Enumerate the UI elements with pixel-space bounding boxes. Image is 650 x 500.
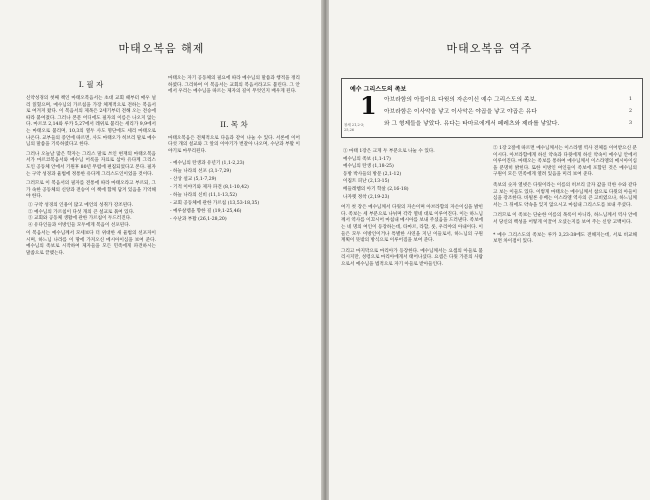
list-item: ③ 교회와 공동체 생활에 관한 가르침이 두드러진다. — [28, 216, 132, 222]
verse-line: 와 그 형제들을 낳았다. 유다는 타마르에게서 페레츠와 제라를 낳았다. — [384, 121, 560, 127]
left-page — [0, 0, 323, 500]
list-item: 동방 박사들의 방문 (2,1-12) — [343, 171, 402, 177]
chapter-number: 1 — [360, 91, 377, 120]
paragraph: 그러므로 이 족보는 단순한 이름의 목록이 아니라, 하느님께서 역사 안에서 당신의 백성을 어떻게 이끌어 오셨는지를 보여 주는 신앙 고백이다. — [493, 213, 637, 225]
verse-number: 1 — [628, 96, 632, 102]
paragraph: 마태오복음은 전체적으로 다음과 같이 나눌 수 있다. 서론에 이어 다섯 개의 설교와 그 앞의 이야기가 번갈아 나오며, 수난과 부활 이야기로 마무리된다. — [168, 135, 300, 154]
page-title: 마태오복음 해제 — [118, 42, 205, 55]
toc-item: - 산상 설교 (5,1-7,29) — [170, 176, 217, 182]
verse-number: 3 — [628, 120, 632, 126]
left-column-1 — [26, 76, 156, 258]
paragraph: ② 1장 2절에 따르면 예수님께서는 이스라엘 역사 전체를 이어받으신 분이시다. 아브라함에게 하신 약속과 다윗에게 하신 약속이 예수님 안에서 이루어진다. 마태오는 족보를 통하여 예수님께서 이스라엘의 메시아이심을 분명히 밝힌다. 또한 이방인 여인들이 족보에 포함된 것은 예수님의 구원이 모든 민족에게 열려 있음을 미리 보여 준다. — [493, 146, 637, 178]
scripture-box — [341, 78, 643, 138]
paragraph: 여기 첫 장은 예수님께서 다윗의 자손이며 아브라함의 자손이심을 밝힌다. 족보는 세 부분으로 나뉘며 각각 열네 대로 이루어진다. 이는 하느님께서 역사를 이끄시어 마침내 메시아를 보내 주셨음을 드러낸다. 족보에는 네 명의 여인이 등장하는데, 타마르, 라합, 룻, 우리야의 아내이다. 이들은 모두 이방인이거나 특별한 사연을 지닌 이들로서, 하느님의 구원 계획이 뜻밖의 방식으로 이루어짐을 보여 준다. — [341, 205, 483, 244]
paragraph: 신약성경의 첫째 책인 마태오복음서는 초대 교회 때부터 매우 널리 읽혔으며, 예수님의 가르침을 가장 체계적으로 전하는 복음서로 여겨져 왔다. 이 복음서의 제목은 2세기부터 전해 오는 전승에 따라 붙여졌다. 그러나 본문 어디에도 필자의 이름은 나오지 않는다. 마르코 2,14와 루카 5,27에서 레위로 불리는 세리가 9,9에서는 마태오로 불리며, 10,3의 열두 사도 명단에도 세리 마태오로 나온다. 교부들의 증언에 따르면, 사도 마태오가 히브리 말로 예수님의 말씀을 기록하였다고 한다. — [26, 96, 156, 148]
list-item: ① 구약 성경의 인용이 많고 예언의 성취가 강조된다. — [28, 202, 134, 208]
verse-line: 아브라함의 아들이요 다윗의 자손이신 예수 그리스도의 족보. — [384, 97, 537, 103]
paragraph: 이 복음서는 예수님께서 모세보다 더 위대한 새 율법의 선포자이시며, 하느님 나라를 이 땅에 가져오신 메시아이심을 보여 준다. 예수님의 족보로 시작하여 제자들을 모든 민족에게 파견하시는 말씀으로 끝맺는다. — [26, 231, 156, 257]
footnote: * 예수 그리스도의 족보는 루카 3,23-38에도 전해지는데, 서로 비교해 보면 차이점이 있다. — [493, 232, 637, 245]
list-item: ① 마태 1장은 크게 두 부분으로 나눌 수 있다. — [343, 149, 435, 154]
left-column-2 — [168, 76, 300, 226]
section-heading-contents: II. 목 차 — [220, 119, 248, 129]
section-heading-author: I. 필 자 — [78, 80, 104, 89]
toc-item: - 예루살렘을 향한 길 (19,1-25,46) — [170, 208, 242, 214]
list-item: 예수님의 탄생 (1,18-25) — [343, 164, 394, 170]
paragraph: 그리고 마지막으로 마리아가 등장한다. 예수님께서는 요셉의 아들로 불리시지만, 성령으로 마리아에게서 태어나셨다. 요셉은 다윗 가문의 사람으로서 예수님을 법적으로 자기 아들로 받아들인다. — [341, 248, 483, 267]
verse-number: 2 — [628, 108, 632, 114]
cross-reference: 창세 21,2-3; 25,26 — [344, 123, 365, 132]
toc-item: - 하늘 나라의 선포 (3,1-7,29) — [170, 168, 232, 174]
toc-item: - 하늘 나라의 신비 (11,1-13,52) — [170, 192, 237, 198]
list-item: 베들레헴의 아기 학살 (2,16-18) — [343, 186, 409, 192]
pericope-title: 예수 그리스도의 족보 — [350, 86, 407, 93]
toc-item: - 수난과 부활 (26,1-28,20) — [170, 216, 227, 222]
toc-item: - 예수님의 탄생과 유년기 (1,1-2,23) — [170, 160, 245, 166]
list-item: 예수님의 족보 (1,1-17) — [343, 156, 391, 162]
list-item: ② 예수님의 가르침이 다섯 개의 큰 설교로 묶여 있다. — [28, 209, 135, 215]
right-column-1 — [341, 146, 483, 269]
paragraph: 마태오는 자기 공동체의 필요에 따라 예수님의 말씀과 행적을 정리하였다. 그리하여 이 복음서는 교회의 복음서라고도 불린다. 그 안에서 우리는 예수님을 따르는 제자의 길이 무엇인지 배우게 된다. — [168, 76, 300, 95]
paragraph: 족보의 숫자 열넷은 다윗이라는 이름의 히브리 글자 값을 더한 수와 같다고 보는 이들도 있다. 이렇게 마태오는 예수님께서 참으로 다윗의 아들이심을 강조한다. 바빌론 유배는 이스라엘 역사의 큰 고비였으나, 하느님께서는 그 뒤에도 약속을 잊지 않으시고 마침내 그리스도를 보내 주셨다. — [493, 182, 637, 208]
toc-item: - 교회 공동체에 관한 가르침 (13,53-18,35) — [170, 200, 260, 206]
right-column-2 — [493, 146, 637, 246]
paragraph: 그러나 오늘날 많은 학자는 그리스 말로 쓰인 현재의 마태오복음서가 마르코복음서와 예수님 어록을 자료로 삼아 유다계 그리스도인 공동체 안에서 기원후 80년 무렵에 편집되었다고 본다. 필자는 구약 성경과 율법에 정통한 유다계 그리스도인이었을 것이다. — [26, 151, 156, 177]
feature-list — [28, 203, 156, 229]
toc-item: - 기적 이야기와 제자 파견 (8,1-10,42) — [170, 184, 249, 190]
list-item: 이집트 피난 (2,13-15) — [343, 179, 390, 185]
verse-line: 아브라함은 이사악을 낳고 이사악은 야곱을 낳고 야곱은 유다 — [384, 109, 537, 115]
list-item: 나자렛 정착 (2,19-23) — [343, 194, 390, 200]
list-item: ④ 유다인들과 이방인들 모두에게 복음이 선포된다. — [28, 222, 131, 228]
outline-list — [343, 148, 483, 201]
page-title: 마태오복음 역주 — [446, 42, 533, 55]
paragraph: 그러므로 이 복음서의 필자를 전통에 따라 마태오라고 부르되, 그가 속한 공동체의 신앙과 전승이 이 책에 함께 담겨 있음을 기억해야 한다. — [26, 181, 156, 200]
right-page — [329, 0, 650, 500]
table-of-contents — [170, 160, 300, 224]
